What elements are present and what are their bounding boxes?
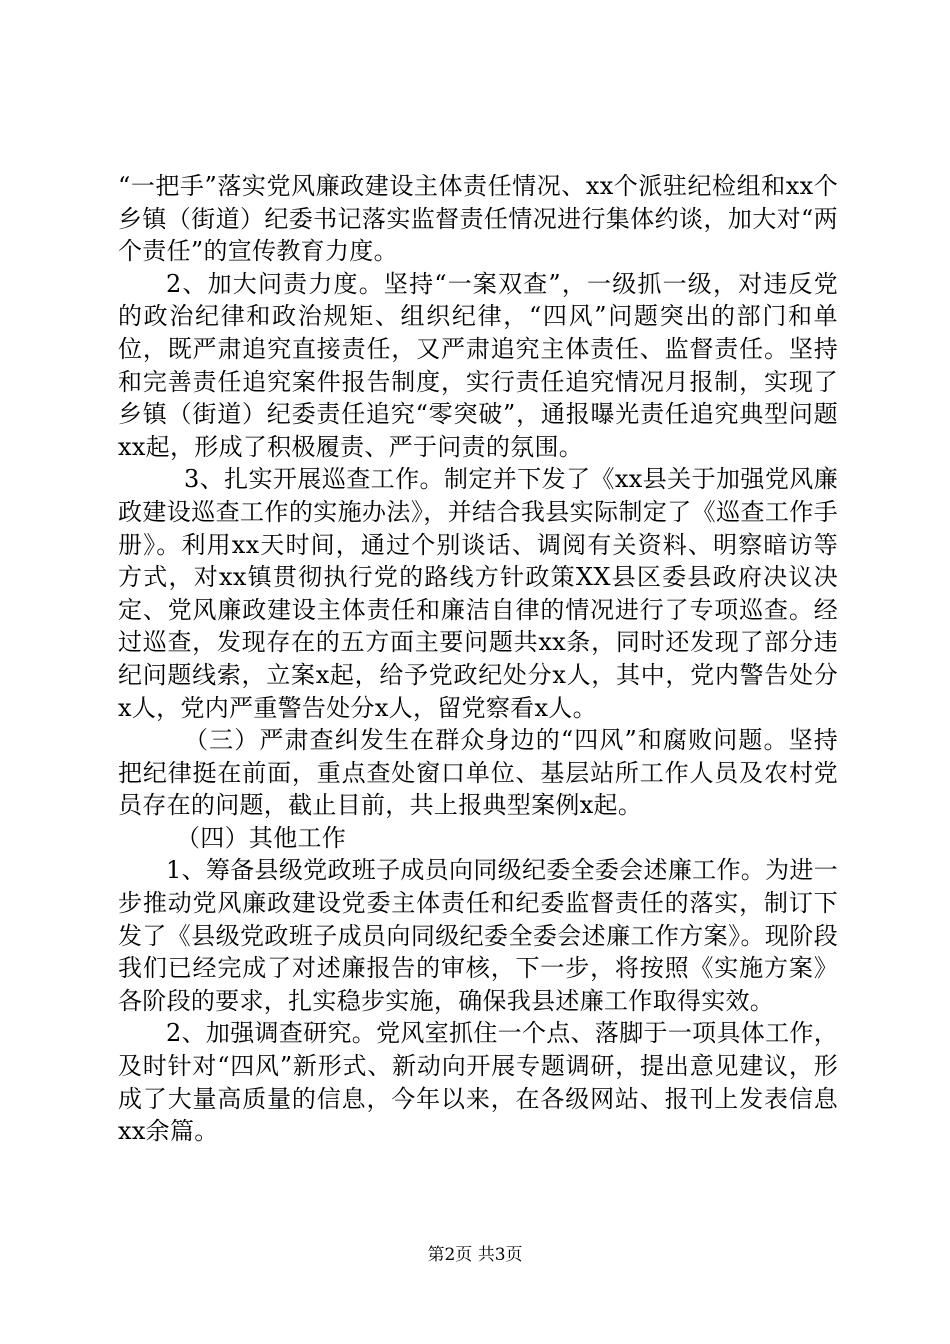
paragraph-research: 2、加强调查研究。党风室抓住一个点、落脚于一项具体工作，及时针对“四风”新形式、新动向开展专题调研，提出意见建议，形成了大量高质量的信息，今年以来，在各级网站、报刊上发表信息xx余篇。 [118,1019,838,1146]
document-body [118,170,838,1148]
paragraph-collective-talks: “一把手”落实党风廉政建设主体责任情况、xx个派驻纪检组和xx个乡镇（街道）纪委书记落实监督责任情况进行集体约谈，加大对“两个责任”的宣传教育力度。 [118,172,838,266]
section-heading-other-work: （四）其他工作 [176,823,347,852]
paragraph-accountability: 2、加大问责力度。坚持“一案双查”，一级抓一级，对违反党的政治纪律和政治规矩、组织纪律，“四风”问题突出的部门和单位，既严肃追究直接责任，又严肃追究主体责任、监督责任。坚持和完善责任追究案件报告制度，实行责任追究情况月报制，实现了乡镇（街道）纪委责任追究“零突破”，通报曝光责任追究典型问题xx起，形成了积极履责、严于问责的氛围。 [118,269,838,461]
page-number-footer: 第2页 共3页 [427,1245,523,1265]
paragraph-integrity-report: 1、筹备县级党政班子成员向同级纪委全委会述廉工作。为进一步推动党风廉政建设党委主体责任和纪委监督责任的落实，制订下发了《县级党政班子成员向同级纪委全委会述廉工作方案》。现阶段我们已经完成了对述廉报告的审核，下一步，将按照《实施方案》各阶段的要求，扎实稳步实施，确保我县述廉工作取得实效。 [118,856,838,1015]
paragraph-inspection: 3、扎实开展巡查工作。制定并下发了《xx县关于加强党风廉政建设巡查工作的实施办法》，并结合我县实际制定了《巡查工作手册》。利用xx天时间，通过个别谈话、调阅有关资料、明察暗访等方式，对xx镇贯彻执行党的路线方针政策XX县区委县政府决议决定、党风廉政建设主体责任和廉洁自律的情况进行了专项巡查。经过巡查，发现存在的五方面主要问题共xx条，同时还发现了部分违纪问题线索，立案x起，给予党政纪处分x人，其中，党内警告处分x人，党内严重警告处分x人，留党察看x人。 [118,465,838,722]
paragraph-section-three: （三）严肃查纠发生在群众身边的“四风”和腐败问题。坚持把纪律挺在前面，重点查处窗口单位、基层站所工作人员及农村党员存在的问题，截止目前，共上报典型案例x起。 [118,726,838,820]
